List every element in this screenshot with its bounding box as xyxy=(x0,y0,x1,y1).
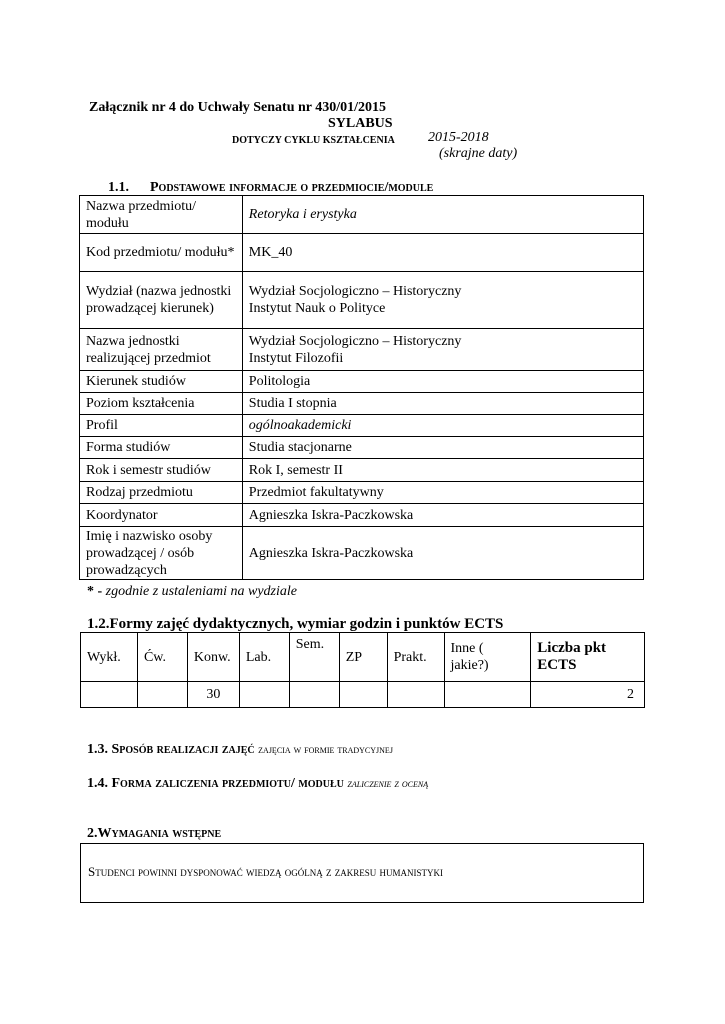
footnote-text: zgodnie z ustaleniami na wydziale xyxy=(105,584,297,599)
row-value: Przedmiot fakultatywny xyxy=(242,482,643,504)
value-cell-konw: 30 xyxy=(187,682,239,708)
row-label: Koordynator xyxy=(80,504,243,527)
table-row xyxy=(80,329,644,371)
table-row xyxy=(80,527,644,580)
section-1-3-label: Sposób realizacji zajęć xyxy=(111,742,255,757)
row-label: Kod przedmiotu/ modułu* xyxy=(80,234,243,272)
section-1-4-number: 1.4. xyxy=(87,776,108,791)
row-label: Rok i semestr studiów xyxy=(80,459,243,482)
table-row xyxy=(80,272,644,329)
cycle-years: 2015-2018 xyxy=(428,130,489,145)
header-cell-zp: ZP xyxy=(339,633,387,682)
row-label: Kierunek studiów xyxy=(80,371,243,393)
row-value: Studia stacjonarne xyxy=(242,437,643,459)
table-row xyxy=(80,459,644,482)
header-ects-line2: ECTS xyxy=(537,657,577,673)
section-1-4-value: zaliczenie z oceną xyxy=(347,776,429,790)
table-row xyxy=(80,196,644,234)
section-1-3-value: zajęcia w formie tradycyjnej xyxy=(258,742,393,756)
row-value xyxy=(242,272,643,329)
section-1-1-heading: Podstawowe informacje o przedmiocie/module xyxy=(150,180,434,195)
table-row xyxy=(80,393,644,415)
row-value: Rok I, semestr II xyxy=(242,459,643,482)
header-cell-sem: Sem. xyxy=(289,633,339,682)
footnote xyxy=(87,584,297,600)
header-cell-lab: Lab. xyxy=(239,633,289,682)
row-value: Agnieszka Iskra-Paczkowska xyxy=(242,527,643,580)
value-cell-wykl xyxy=(81,682,138,708)
value-cell-sem xyxy=(289,682,339,708)
value-cell-ects: 2 xyxy=(531,682,645,708)
section-1-3-number: 1.3. xyxy=(87,742,108,757)
header-cell-prakt: Prakt. xyxy=(387,633,444,682)
row-value-line2: Instytut Nauk o Polityce xyxy=(248,301,386,316)
value-cell-lab xyxy=(239,682,289,708)
value-cell-inne xyxy=(444,682,531,708)
ects-value-row xyxy=(81,682,645,708)
basic-info-table xyxy=(79,195,644,580)
header-inne-line2: jakie?) xyxy=(450,658,489,673)
section-1-4 xyxy=(87,776,428,792)
ects-table xyxy=(80,632,645,708)
row-value: MK_40 xyxy=(242,234,643,272)
row-label: Forma studiów xyxy=(80,437,243,459)
value-cell-cw xyxy=(137,682,187,708)
value-cell-prakt xyxy=(387,682,444,708)
row-label: Poziom kształcenia xyxy=(80,393,243,415)
attachment-line: Załącznik nr 4 do Uchwały Senatu nr 430/01/2015 xyxy=(89,100,387,115)
header-cell-wykl: Wykł. xyxy=(81,633,138,682)
section-1-3 xyxy=(87,742,393,758)
row-value: Retoryka i erystyka xyxy=(242,196,643,234)
footnote-mark: * - xyxy=(87,584,103,599)
row-value-line2: Instytut Filozofii xyxy=(248,350,344,366)
section-2-heading: 2.Wymagania wstępne xyxy=(87,826,222,841)
requirements-text: Studenci powinni dysponować wiedzą ogólną z zakresu humanistyki xyxy=(88,864,443,879)
cycle-label: DOTYCZY CYKLU KSZTAŁCENIA xyxy=(232,135,395,146)
table-row xyxy=(80,482,644,504)
row-value: Politologia xyxy=(242,371,643,393)
value-cell-zp xyxy=(339,682,387,708)
row-value: Agnieszka Iskra-Paczkowska xyxy=(242,504,643,527)
row-label: Nazwa jednostki realizującej przedmiot xyxy=(80,329,243,371)
row-label: Nazwa przedmiotu/ modułu xyxy=(80,196,243,234)
header-cell-inne xyxy=(444,633,531,682)
row-value-line1: Wydział Socjologiczno – Historyczny xyxy=(248,284,462,299)
cycle-note: (skrajne daty) xyxy=(439,146,518,161)
ects-header-row xyxy=(81,633,645,682)
row-value-line1: Wydział Socjologiczno – Historyczny xyxy=(248,333,462,349)
row-value: ogólnoakademicki xyxy=(242,415,643,437)
table-row xyxy=(80,504,644,527)
row-value: Studia I stopnia xyxy=(242,393,643,415)
header-cell-konw: Konw. xyxy=(187,633,239,682)
requirements-box xyxy=(80,843,644,903)
table-row xyxy=(80,234,644,272)
row-label: Wydział (nazwa jednostki prowadzącej kierunek) xyxy=(80,272,243,329)
header-cell-cw: Ćw. xyxy=(137,633,187,682)
section-1-1-number: 1.1. xyxy=(108,180,129,195)
header-cell-ects xyxy=(531,633,645,682)
row-label: Rodzaj przedmiotu xyxy=(80,482,243,504)
row-label: Imię i nazwisko osoby prowadzącej / osób prowadzących xyxy=(80,527,243,580)
section-1-4-label: Forma zaliczenia przedmiotu/ modułu xyxy=(111,776,344,791)
row-label: Profil xyxy=(80,415,243,437)
header-ects-line1: Liczba pkt xyxy=(537,640,607,656)
row-value xyxy=(242,329,643,371)
section-1-2-heading: 1.2.Formy zajęć dydaktycznych, wymiar godzin i punktów ECTS xyxy=(87,616,504,632)
table-row xyxy=(80,371,644,393)
table-row xyxy=(80,415,644,437)
header-inne-line1: Inne ( xyxy=(450,641,484,656)
syllabus-title: SYLABUS xyxy=(328,116,393,131)
table-row xyxy=(80,437,644,459)
